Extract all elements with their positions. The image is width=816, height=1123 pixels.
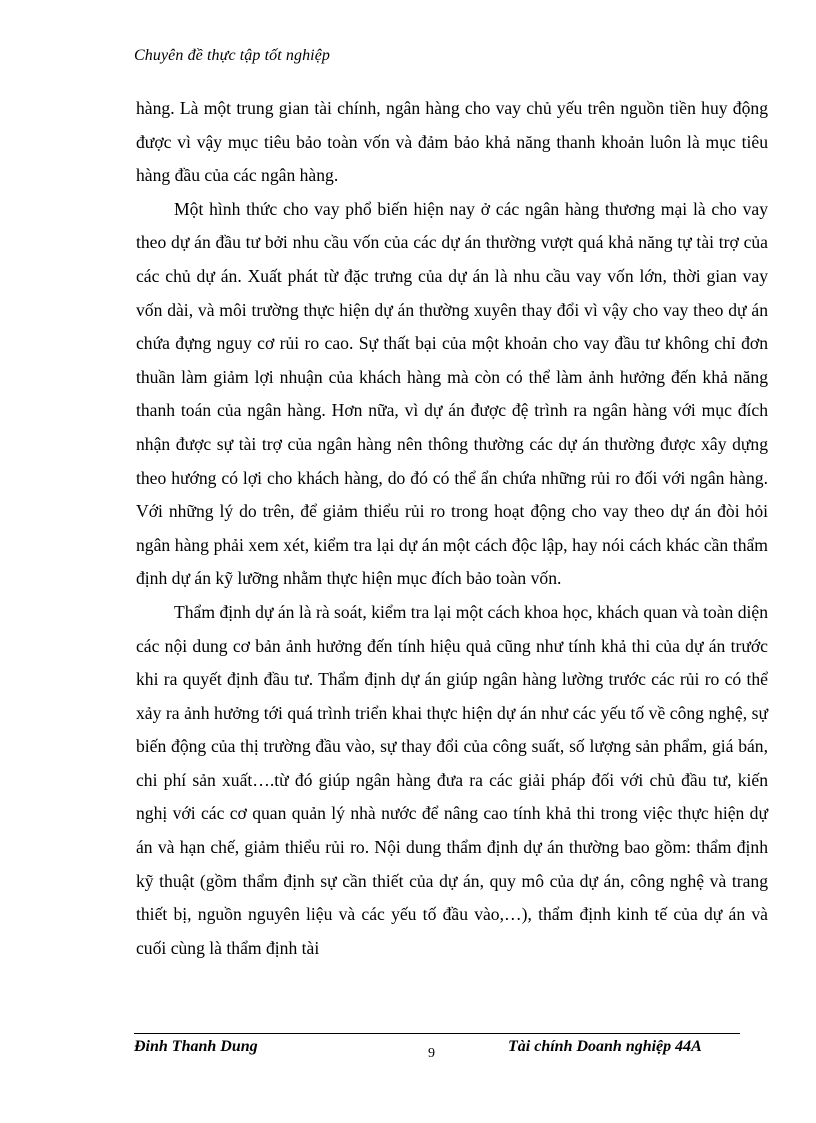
paragraph-project-appraisal: Thẩm định dự án là rà soát, kiểm tra lại một cách khoa học, khách quan và toàn diện các nội dung cơ bản ảnh hưởng đến tính hiệu quả cũng như tính khả thi của dự án trước khi ra quyết định đầu tư. Thẩm định dự án giúp ngân hàng lường trước các rủi ro có thể xảy ra ảnh hưởng tới quá trình triển khai thực hiện dự án như các yếu tố về công nghệ, sự biến động của thị trường đầu vào, sự thay đổi của công suất, số lượng sản phẩm, giá bán, chi phí sản xuất….từ đó giúp ngân hàng đưa ra các giải pháp đối với chủ đầu tư, kiến nghị với các cơ quan quản lý nhà nước để nâng cao tính khả thi trong việc thực hiện dự án và hạn chế, giảm thiểu rủi ro. Nội dung thẩm định dự án thường bao gồm: thẩm định kỹ thuật (gồm thẩm định sự cần thiết của dự án, quy mô của dự án, công nghệ và trang thiết bị, nguồn nguyên liệu và các yếu tố đầu vào,…), thẩm định kinh tế của dự án và cuối cùng là thẩm định tài: [136, 601, 768, 958]
footer-author: Đinh Thanh Dung: [134, 1038, 258, 1055]
footer-department: Tài chính Doanh nghiệp 44A: [508, 1038, 702, 1055]
paragraph-continuation: hàng. Là một trung gian tài chính, ngân hàng cho vay chủ yếu trên nguồn tiền huy động được vì vậy mục tiêu bảo toàn vốn và đảm bảo khả năng thanh khoản luôn là mục tiêu hàng đầu của các ngân hàng.: [136, 98, 768, 186]
paragraph-project-lending: Một hình thức cho vay phổ biến hiện nay ở các ngân hàng thương mại là cho vay theo dự án đầu tư bởi nhu cầu vốn của các dự án thường vượt quá khả năng tự tài trợ của các chủ dự án. Xuất phát từ đặc trưng của dự án là nhu cầu vay vốn lớn, thời gian vay vốn dài, và môi trường thực hiện dự án thường xuyên thay đổi vì vậy cho vay theo dự án chứa đựng nguy cơ rủi ro cao. Sự thất bại của một khoản cho vay đầu tư không chỉ đơn thuần làm giảm lợi nhuận của khách hàng mà còn có thể làm ảnh hưởng đến khả năng thanh toán của ngân hàng. Hơn nữa, vì dự án được đệ trình ra ngân hàng với mục đích nhận được sự tài trợ của ngân hàng nên thông thường các dự án thường được xây dựng theo hướng có lợi cho khách hàng, do đó có thể ẩn chứa những rủi ro đối với ngân hàng. Với những lý do trên, để giảm thiểu rủi ro trong hoạt động cho vay theo dự án đòi hỏi ngân hàng phải xem xét, kiểm tra lại dự án một cách độc lập, hay nói cách khác cần thẩm định dự án kỹ lưỡng nhằm thực hiện mục đích bảo toàn vốn.: [136, 198, 768, 589]
footer-divider: [134, 1033, 740, 1034]
document-body: [136, 92, 768, 965]
page-number: 9: [428, 1046, 435, 1061]
page-header-title: Chuyên đề thực tập tốt nghiệp: [134, 47, 331, 64]
